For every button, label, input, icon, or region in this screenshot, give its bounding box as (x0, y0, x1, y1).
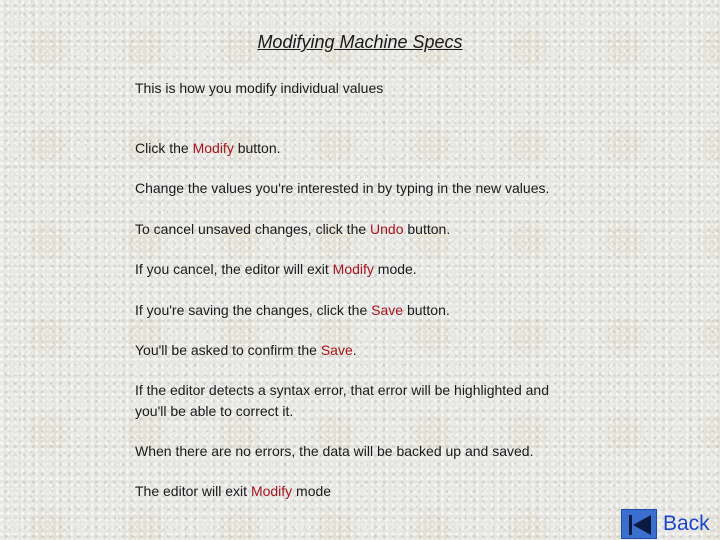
back-button[interactable] (621, 508, 710, 540)
step-text: button. (403, 302, 450, 318)
step-text: . (352, 342, 357, 358)
step-exit-modify (135, 481, 331, 501)
step-modify (135, 138, 281, 158)
step-text: If you're saving the changes, click the (135, 302, 372, 318)
step-text: button. (403, 221, 451, 237)
save-keyword: Save (320, 342, 353, 358)
step-text: To cancel unsaved changes, click the (135, 221, 371, 237)
step-text: Click the (135, 140, 193, 156)
step-cancel (135, 219, 450, 239)
step-text: Change the values you're interested in by typing in the new values. (135, 180, 550, 196)
step-confirm-save (135, 340, 357, 360)
back-label[interactable]: Back (663, 512, 710, 535)
save-keyword: Save (371, 302, 404, 318)
undo-keyword: Undo (370, 221, 404, 237)
skip-back-icon[interactable] (621, 509, 657, 539)
intro-text: This is how you modify individual values (135, 80, 384, 96)
step-text: When there are no errors, the data will be backed up and saved. (135, 443, 534, 459)
step-change-values (135, 178, 549, 198)
step-text: you'll be able to correct it. (135, 403, 294, 419)
step-text: You'll be asked to confirm the (135, 342, 321, 358)
modify-keyword: Modify (250, 483, 293, 499)
step-exit-on-cancel (135, 259, 417, 279)
step-syntax-error (135, 380, 549, 400)
step-backup (135, 441, 533, 461)
step-text: If you cancel, the editor will exit (135, 261, 333, 277)
step-text: mode (292, 483, 332, 499)
step-text: If the editor detects a syntax error, that error will be highlighted and (135, 382, 550, 398)
modify-keyword: Modify (192, 140, 234, 156)
page-title: Modifying Machine Specs (257, 32, 463, 52)
step-save (135, 300, 450, 320)
step-text: mode. (373, 261, 417, 277)
step-text: button. (233, 140, 281, 156)
step-syntax-error-cont (135, 401, 293, 421)
step-text: The editor will exit (135, 483, 251, 499)
modify-keyword: Modify (332, 261, 374, 277)
